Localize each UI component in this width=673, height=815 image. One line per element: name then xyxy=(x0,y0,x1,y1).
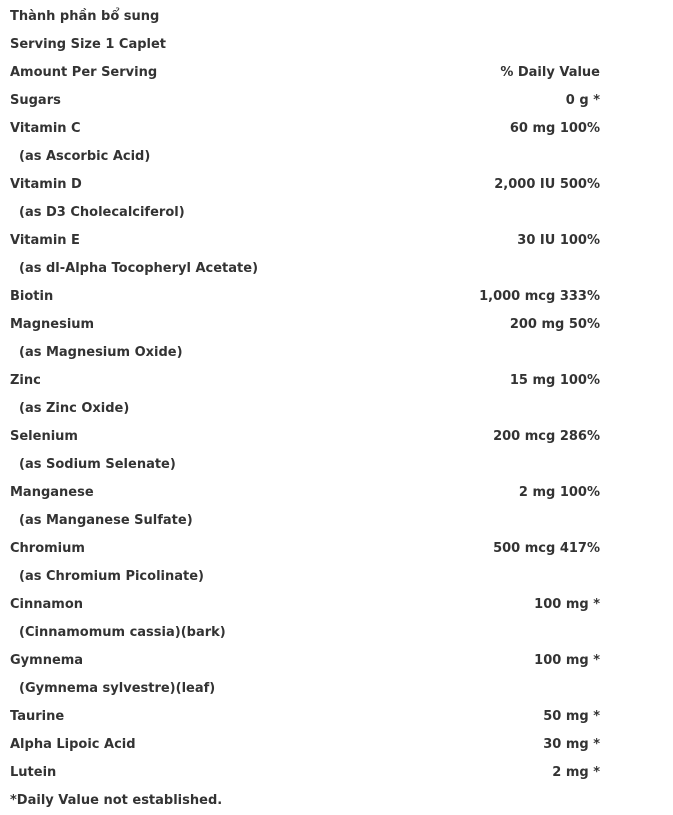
nutrient-amount: 500 mcg 417% xyxy=(493,541,600,556)
nutrient-name: Magnesium xyxy=(10,317,95,332)
nutrient-name: Selenium xyxy=(10,429,78,444)
nutrient-row xyxy=(10,171,600,199)
nutrient-amount: 2,000 IU 500% xyxy=(494,177,600,192)
nutrient-source: (as dl-Alpha Tocopheryl Acetate) xyxy=(19,261,259,276)
nutrient-source-row xyxy=(10,619,600,647)
nutrient-source: (as Chromium Picolinate) xyxy=(19,569,204,584)
nutrient-amount: 2 mg 100% xyxy=(518,485,600,500)
nutrient-source-row xyxy=(10,675,600,703)
nutrient-amount: 60 mg 100% xyxy=(509,121,600,136)
nutrient-source: (Cinnamomum cassia)(bark) xyxy=(19,625,226,640)
serving-size: Serving Size 1 Caplet xyxy=(10,37,167,52)
nutrient-amount: 200 mg 50% xyxy=(509,317,600,332)
nutrient-name: Lutein xyxy=(10,765,57,780)
nutrient-amount: 200 mcg 286% xyxy=(493,429,600,444)
nutrient-name: Vitamin C xyxy=(10,121,81,136)
nutrient-row xyxy=(10,479,600,507)
nutrient-name: Taurine xyxy=(10,709,65,724)
nutrient-source-row xyxy=(10,339,600,367)
nutrient-name: Manganese xyxy=(10,485,94,500)
nutrient-amount: 30 mg * xyxy=(543,737,600,752)
nutrient-source: (as Sodium Selenate) xyxy=(19,457,176,472)
nutrient-source-row xyxy=(10,395,600,423)
nutrient-amount: 2 mg * xyxy=(552,765,600,780)
nutrient-row xyxy=(10,731,600,759)
nutrient-amount: 50 mg * xyxy=(543,709,600,724)
nutrient-source: (as Manganese Sulfate) xyxy=(19,513,193,528)
nutrient-row xyxy=(10,367,600,395)
nutrient-source-row xyxy=(10,507,600,535)
nutrient-source-row xyxy=(10,143,600,171)
nutrient-row xyxy=(10,227,600,255)
footnote-row xyxy=(10,787,600,815)
header-row xyxy=(10,59,600,87)
footnote: *Daily Value not established. xyxy=(10,793,223,808)
nutrient-source-row xyxy=(10,199,600,227)
nutrient-row xyxy=(10,591,600,619)
nutrient-name: Vitamin E xyxy=(10,233,80,248)
nutrient-amount: 100 mg * xyxy=(534,653,600,668)
amount-per-serving-label: Amount Per Serving xyxy=(10,65,158,80)
nutrient-name: Cinnamon xyxy=(10,597,84,612)
nutrient-row xyxy=(10,759,600,787)
nutrient-source-row xyxy=(10,563,600,591)
nutrient-name: Alpha Lipoic Acid xyxy=(10,737,136,752)
nutrient-row xyxy=(10,647,600,675)
nutrient-row xyxy=(10,311,600,339)
nutrient-source-row xyxy=(10,451,600,479)
title-row xyxy=(10,3,600,31)
nutrient-source: (as Magnesium Oxide) xyxy=(19,345,183,360)
supplement-facts xyxy=(10,3,600,815)
nutrient-source-row xyxy=(10,255,600,283)
nutrient-row xyxy=(10,535,600,563)
nutrient-name: Vitamin D xyxy=(10,177,82,192)
nutrient-source: (as D3 Cholecalciferol) xyxy=(19,205,185,220)
nutrient-row xyxy=(10,283,600,311)
nutrient-name: Sugars xyxy=(10,93,61,108)
nutrient-amount: 15 mg 100% xyxy=(509,373,600,388)
nutrient-list xyxy=(10,87,600,787)
nutrient-row xyxy=(10,115,600,143)
nutrient-name: Gymnema xyxy=(10,653,84,668)
nutrient-source: (as Ascorbic Acid) xyxy=(19,149,151,164)
nutrient-name: Zinc xyxy=(10,373,41,388)
nutrient-amount: 100 mg * xyxy=(534,597,600,612)
daily-value-label: % Daily Value xyxy=(500,65,600,80)
nutrient-row xyxy=(10,87,600,115)
nutrient-row xyxy=(10,423,600,451)
nutrient-amount: 0 g * xyxy=(565,93,600,108)
serving-size-row xyxy=(10,31,600,59)
nutrient-amount: 1,000 mcg 333% xyxy=(479,289,600,304)
nutrient-amount: 30 IU 100% xyxy=(517,233,600,248)
nutrient-source: (Gymnema sylvestre)(leaf) xyxy=(19,681,216,696)
nutrient-row xyxy=(10,703,600,731)
nutrient-name: Chromium xyxy=(10,541,85,556)
nutrient-name: Biotin xyxy=(10,289,54,304)
nutrient-source: (as Zinc Oxide) xyxy=(19,401,130,416)
supplement-title: Thành phần bổ sung xyxy=(10,9,160,24)
